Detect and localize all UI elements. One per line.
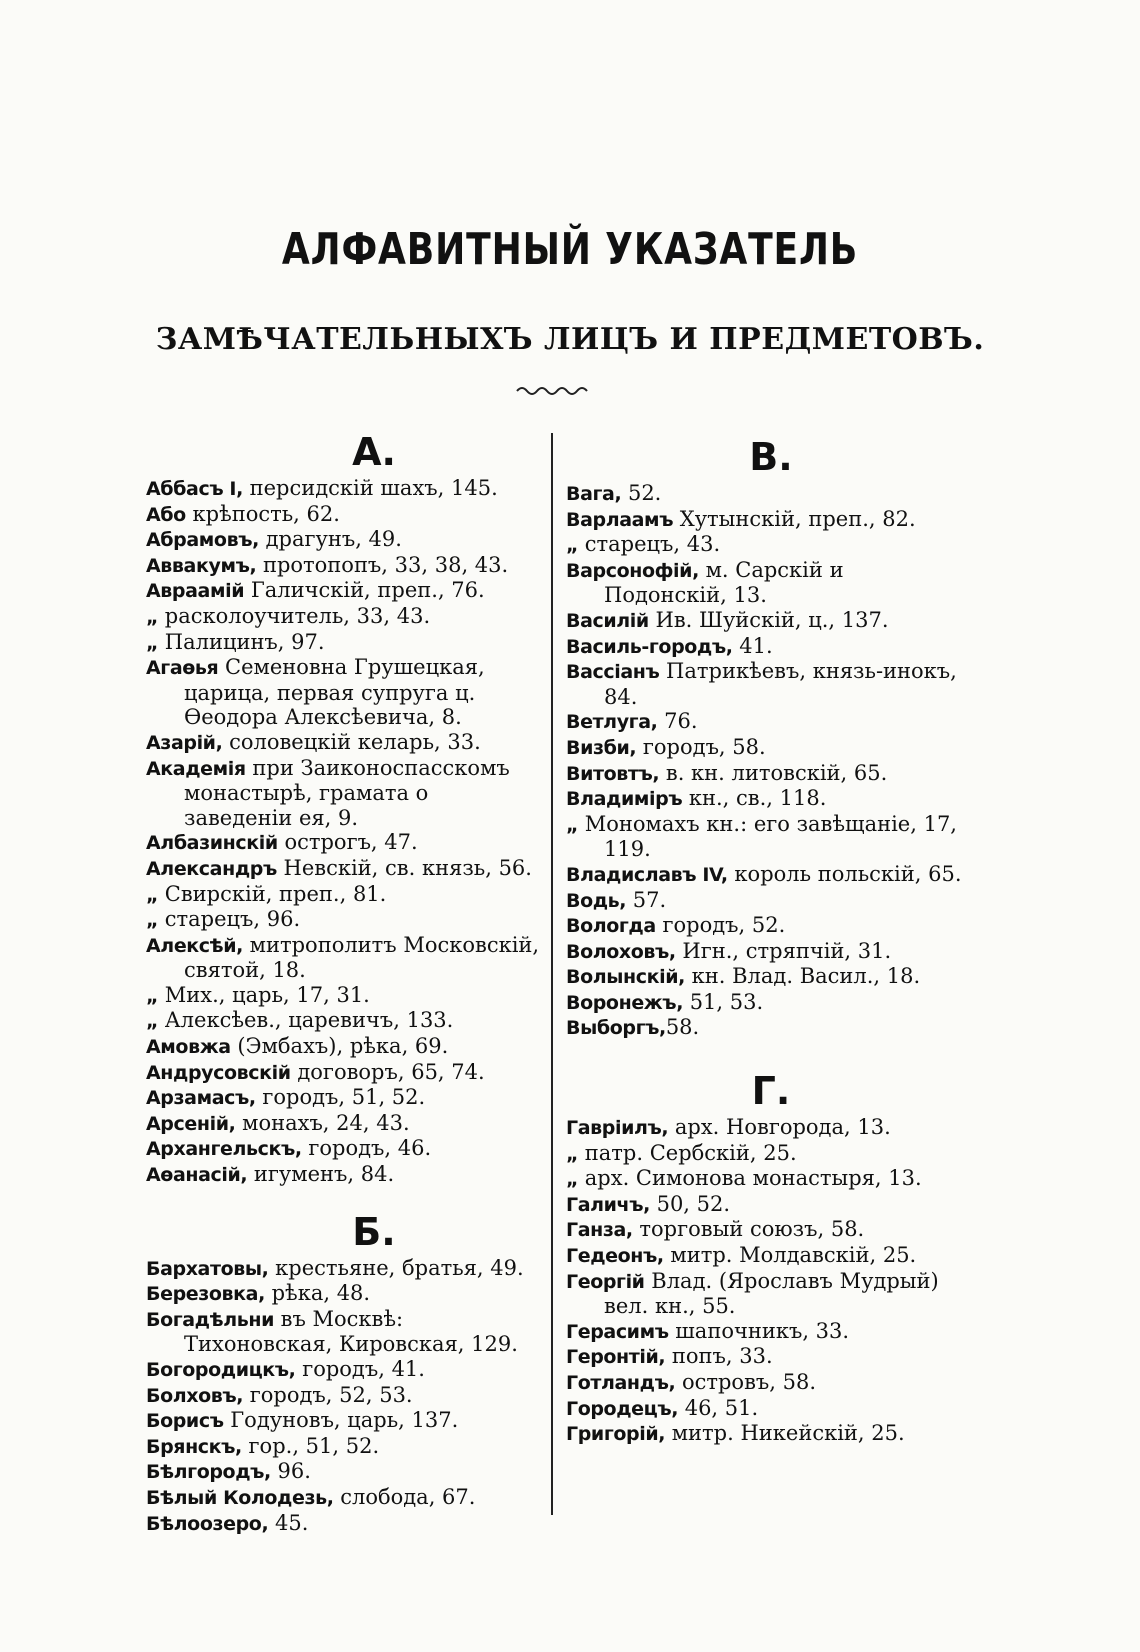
entry-text: Палицинъ, 97. xyxy=(158,629,325,654)
entry-keyword: „ xyxy=(146,1010,159,1033)
index-entry xyxy=(146,502,542,528)
section-letter-b: Б. xyxy=(352,1209,396,1254)
entry-keyword: „ xyxy=(566,534,579,557)
entry-keyword: Волынскій, xyxy=(566,966,685,989)
entry-text: протопопъ, 33, 38, 43. xyxy=(256,552,509,577)
entry-text: крѣпость, 62. xyxy=(185,501,340,526)
index-entry xyxy=(146,730,542,756)
entry-text: Невскій, св. князь, 56. xyxy=(276,855,532,880)
entry-text: старецъ, 96. xyxy=(158,907,301,932)
entry-text: городъ, 41. xyxy=(295,1357,425,1381)
entry-text: соловецкій келарь, 33. xyxy=(222,729,481,754)
index-entry xyxy=(146,1085,542,1111)
index-entry xyxy=(566,786,966,812)
index-entry xyxy=(566,507,966,533)
entry-text: городъ, 51, 52. xyxy=(255,1085,426,1110)
entry-keyword: „ xyxy=(146,984,159,1007)
index-entry xyxy=(146,907,542,933)
entry-text: расколоучитель, 33, 43. xyxy=(158,603,431,628)
index-entry xyxy=(566,709,966,735)
entry-keyword: Брянскъ, xyxy=(146,1435,242,1458)
entry-keyword: Богородицкъ, xyxy=(146,1359,296,1381)
entry-text: 41. xyxy=(732,633,773,658)
entry-keyword: Василь-городъ, xyxy=(566,635,733,658)
index-entry xyxy=(566,558,966,608)
entry-text: митрополитъ Московскій, святой, 18. xyxy=(184,932,540,983)
index-entry xyxy=(566,1192,966,1218)
entry-text: митр. Молдавскій, 25. xyxy=(663,1243,917,1268)
index-entry xyxy=(146,1060,542,1086)
entry-text: Алексѣев., царевичъ, 133. xyxy=(158,1008,454,1033)
index-entry xyxy=(566,659,966,709)
entry-keyword: „ xyxy=(146,605,159,628)
entry-keyword: Арсеній, xyxy=(146,1112,236,1135)
section-letter-v: В. xyxy=(749,435,793,479)
entry-keyword: Андрусовскій xyxy=(146,1061,291,1084)
entry-text: игуменъ, 84. xyxy=(247,1162,395,1187)
index-entry xyxy=(146,1008,542,1034)
entry-text: 58. xyxy=(665,1015,700,1040)
entry-list-a xyxy=(146,476,542,1188)
index-entry xyxy=(566,939,966,965)
index-entry xyxy=(566,888,966,914)
index-entry xyxy=(566,1243,966,1269)
index-entry xyxy=(566,481,966,507)
index-entry xyxy=(566,761,966,787)
section-letter-a: А. xyxy=(352,430,396,474)
entry-text: городъ, 58. xyxy=(636,734,766,759)
index-entry xyxy=(146,655,542,730)
entry-text: слобода, 67. xyxy=(333,1484,476,1509)
index-entry xyxy=(566,1217,966,1243)
index-entry xyxy=(566,1421,966,1447)
entry-keyword: Болховъ, xyxy=(146,1384,244,1407)
entry-keyword: Вологда xyxy=(566,915,656,938)
index-entry xyxy=(146,882,542,908)
index-entry xyxy=(566,913,966,939)
entry-keyword: Амовжа xyxy=(146,1036,231,1059)
entry-keyword: Абрамовъ, xyxy=(146,529,259,552)
index-entry xyxy=(566,964,966,990)
entry-text: король польскій, 65. xyxy=(727,861,962,886)
entry-text: Семеновна Грушецкая, царица, первая супруга ц. Ѳеодора Алексѣевича, 8. xyxy=(184,655,485,730)
index-entry xyxy=(146,830,542,856)
entry-keyword: Авраамій xyxy=(146,580,245,603)
entry-keyword: Бѣлгородъ, xyxy=(146,1461,271,1484)
entry-keyword: Галичъ, xyxy=(566,1193,650,1216)
entry-keyword: Архангельскъ, xyxy=(146,1138,302,1161)
entry-keyword: Георгій xyxy=(566,1270,645,1293)
entry-text: въ Москвѣ: Тихоновская, Кировская, 129. xyxy=(184,1306,518,1357)
entry-keyword: „ xyxy=(566,1168,579,1191)
entry-text: 51, 53. xyxy=(683,989,764,1014)
entry-keyword: Арзамасъ, xyxy=(146,1087,256,1110)
entry-keyword: Бѣлый Колодезь, xyxy=(146,1486,334,1509)
entry-keyword: Аввакумъ, xyxy=(146,554,257,577)
index-entry xyxy=(566,1344,966,1370)
entry-text: 76. xyxy=(657,709,698,734)
entry-keyword: Водь, xyxy=(566,889,627,912)
entry-text: кн. Влад. Васил., 18. xyxy=(684,964,921,989)
index-entry xyxy=(566,1370,966,1396)
index-entry xyxy=(146,1307,542,1357)
column-divider xyxy=(551,433,553,1515)
index-entry xyxy=(566,1396,966,1422)
index-entry xyxy=(146,1383,542,1409)
entry-keyword: Аббасъ I, xyxy=(146,478,243,500)
entry-text: Хутынскій, преп., 82. xyxy=(673,506,916,531)
entry-text: Мих., царь, 17, 31. xyxy=(158,982,370,1007)
entry-keyword: „ xyxy=(146,883,159,906)
index-entry xyxy=(146,983,542,1009)
index-entry xyxy=(146,476,542,502)
entry-keyword: Геронтій, xyxy=(566,1346,666,1369)
index-entry xyxy=(566,812,966,862)
index-entry xyxy=(566,1166,966,1192)
entry-text: Игн., стряпчій, 31. xyxy=(675,938,892,963)
entry-keyword: Або xyxy=(146,503,186,526)
entry-text: Патрикѣевъ, князь-инокъ, 84. xyxy=(604,659,957,709)
entry-text: драгунъ, 49. xyxy=(258,527,402,552)
entry-text: 46, 51. xyxy=(678,1395,759,1420)
entry-keyword: Григорій, xyxy=(566,1423,666,1446)
index-entry xyxy=(566,608,966,634)
index-entry xyxy=(146,1034,542,1060)
entry-text: торговый союзъ, 58. xyxy=(632,1217,865,1242)
entry-keyword: Готландъ, xyxy=(566,1372,676,1394)
entry-text: Галичскій, преп., 76. xyxy=(244,578,485,603)
entry-keyword: Варлаамъ xyxy=(566,508,674,531)
entry-keyword: Варсонофій, xyxy=(566,559,699,582)
entry-keyword: Азарій, xyxy=(146,731,223,754)
entry-keyword: Академія xyxy=(146,757,246,780)
index-entry xyxy=(566,1115,966,1141)
entry-keyword: Агаѳья xyxy=(146,657,219,680)
entry-keyword: „ xyxy=(146,631,159,654)
index-entry xyxy=(566,1269,966,1319)
entry-text: патр. Сербскій, 25. xyxy=(578,1140,797,1165)
entry-keyword: Вага, xyxy=(566,483,622,505)
entry-text: городъ, 46. xyxy=(301,1136,432,1161)
index-entry xyxy=(146,604,542,630)
index-entry xyxy=(146,1162,542,1188)
entry-keyword: Ветлуга, xyxy=(566,711,658,734)
entry-text: арх. Симонова монастыря, 13. xyxy=(578,1166,922,1191)
entry-text: (Эмбахъ), рѣка, 69. xyxy=(230,1034,449,1059)
entry-keyword: „ xyxy=(146,909,159,932)
entry-keyword: Витовтъ, xyxy=(566,762,660,785)
entry-keyword: Бархатовы, xyxy=(146,1257,269,1280)
index-entry xyxy=(146,1511,542,1537)
index-entry xyxy=(146,1485,542,1511)
index-entry xyxy=(146,578,542,604)
entry-keyword: Богадѣльни xyxy=(146,1308,274,1331)
entry-list-v xyxy=(566,481,966,1041)
entry-text: островъ, 58. xyxy=(675,1370,816,1394)
index-entry xyxy=(146,1281,542,1307)
entry-text: старецъ, 43. xyxy=(578,532,721,557)
entry-keyword: Березовка, xyxy=(146,1283,265,1306)
entry-list-b xyxy=(146,1256,542,1537)
index-column-left xyxy=(146,428,542,1536)
index-entry xyxy=(566,1015,966,1041)
index-entry xyxy=(566,990,966,1016)
index-entry xyxy=(146,1357,542,1383)
entry-keyword: Выборгъ, xyxy=(566,1017,666,1040)
index-entry xyxy=(146,527,542,553)
entry-text: при Заиконоспасскомъ монастырѣ, грамата о заведеніи ея, 9. xyxy=(184,755,510,830)
ornament-divider xyxy=(515,382,595,398)
index-entry xyxy=(146,1136,542,1162)
entry-text: Влад. (Ярославъ Мудрый) вел. кн., 55. xyxy=(604,1268,939,1319)
entry-text: 96. xyxy=(270,1459,311,1484)
entry-text: договоръ, 65, 74. xyxy=(290,1059,485,1084)
entry-text: арх. Новгорода, 13. xyxy=(668,1115,891,1140)
entry-text: м. Сарскій и Подонскій, 13. xyxy=(604,557,844,608)
entry-text: крестьяне, братья, 49. xyxy=(268,1255,524,1280)
entry-keyword: Вассіанъ xyxy=(566,661,660,684)
entry-keyword: Александръ xyxy=(146,857,277,880)
index-entry xyxy=(566,735,966,761)
index-entry xyxy=(566,862,966,888)
entry-text: 52. xyxy=(621,481,662,505)
entry-keyword: Албазинскій xyxy=(146,832,278,855)
index-entry xyxy=(566,1319,966,1345)
entry-text: 50, 52. xyxy=(649,1191,731,1216)
index-entry xyxy=(146,630,542,656)
index-entry xyxy=(146,933,542,983)
entry-keyword: Городецъ, xyxy=(566,1397,679,1420)
entry-keyword: Ганза, xyxy=(566,1219,633,1242)
entry-keyword: „ xyxy=(566,813,579,836)
entry-text: городъ, 52. xyxy=(655,913,786,938)
index-entry xyxy=(566,532,966,558)
entry-keyword: Гавріилъ, xyxy=(566,1117,669,1140)
index-column-right xyxy=(566,433,966,1447)
entry-keyword: Владиславъ IV, xyxy=(566,863,728,886)
entry-keyword: Волоховъ, xyxy=(566,940,676,963)
entry-keyword: Борисъ xyxy=(146,1410,224,1433)
entry-text: шапочникъ, 33. xyxy=(668,1318,850,1343)
entry-text: митр. Никейскій, 25. xyxy=(665,1421,905,1446)
entry-list-g xyxy=(566,1115,966,1447)
index-entry xyxy=(566,634,966,660)
entry-text: 57. xyxy=(626,887,667,912)
section-letter-g: Г. xyxy=(751,1069,791,1114)
page-title: АЛФАВИТНЫЙ УКАЗАТЕЛЬ xyxy=(281,224,859,275)
entry-text: монахъ, 24, 43. xyxy=(235,1110,410,1135)
entry-text: Ив. Шуйскій, ц., 137. xyxy=(648,607,889,632)
entry-text: в. кн. литовскій, 65. xyxy=(659,760,888,785)
index-entry xyxy=(146,1434,542,1460)
entry-text: острогъ, 47. xyxy=(277,830,418,855)
entry-keyword: Владиміръ xyxy=(566,788,683,811)
entry-text: кн., св., 118. xyxy=(682,786,827,811)
entry-keyword: Алексѣй, xyxy=(146,934,243,957)
entry-text: Годуновъ, царь, 137. xyxy=(223,1408,459,1433)
entry-keyword: Василій xyxy=(566,609,649,632)
index-entry xyxy=(146,553,542,579)
entry-text: гор., 51, 52. xyxy=(241,1433,380,1458)
index-entry xyxy=(566,1141,966,1167)
entry-text: рѣка, 48. xyxy=(264,1281,371,1306)
index-entry xyxy=(146,1408,542,1434)
entry-text: Свирскій, преп., 81. xyxy=(158,881,387,906)
entry-keyword: Герасимъ xyxy=(566,1320,669,1343)
entry-text: Мономахъ кн.: его завѣщаніе, 17, 119. xyxy=(578,811,957,862)
entry-text: городъ, 52, 53. xyxy=(243,1382,413,1407)
index-entry xyxy=(146,1111,542,1137)
entry-keyword: Аѳанасій, xyxy=(146,1164,248,1187)
entry-keyword: Гедеонъ, xyxy=(566,1245,664,1268)
index-entry xyxy=(146,1256,542,1282)
index-entry xyxy=(146,756,542,831)
page-subtitle: ЗАМѢЧАТЕЛЬНЫХЪ ЛИЦЪ И ПРЕДМЕТОВЪ. xyxy=(155,322,985,357)
entry-text: попъ, 33. xyxy=(665,1344,773,1369)
entry-text: персидскій шахъ, 145. xyxy=(242,476,498,500)
index-entry xyxy=(146,1459,542,1485)
index-entry xyxy=(146,856,542,882)
entry-text: 45. xyxy=(268,1510,309,1535)
entry-keyword: Визби, xyxy=(566,736,637,759)
entry-keyword: Воронежъ, xyxy=(566,991,684,1014)
entry-keyword: Бѣлоозеро, xyxy=(146,1512,269,1535)
entry-keyword: „ xyxy=(566,1142,579,1165)
